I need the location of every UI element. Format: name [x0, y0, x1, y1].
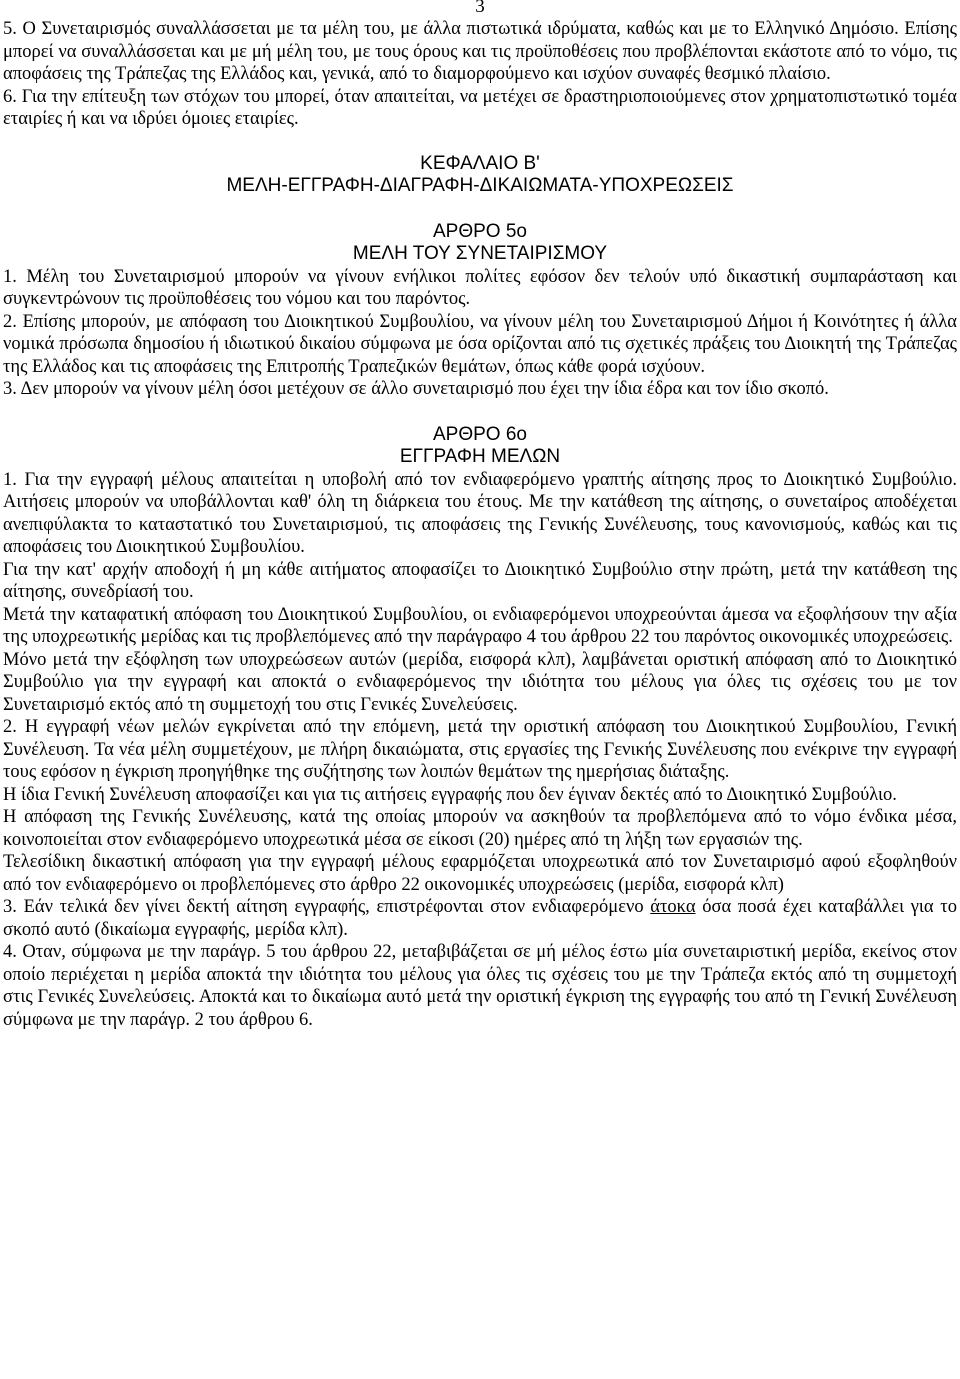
- article-6-subtitle: ΕΓΓΡΑΦΗ ΜΕΛΩΝ: [399, 446, 561, 467]
- article-6-paragraph-1b: Για την κατ' αρχήν αποδοχή ή μη κάθε αιτήματος αποφασίζει το Διοικητικό Συμβούλιο στην πρώτη, μετά την κατάθεση της αίτησης, συνεδρίασή του.: [3, 559, 957, 602]
- article-6-paragraph-1d: Μόνο μετά την εξόφληση των υποχρεώσεων αυτών (μερίδα, εισφορά κλπ), λαμβάνεται οριστική απόφαση από το Διοικητικό Συμβούλιο για την εγγραφή και αποκτά ο ενδιαφερόμενος την ιδιότητα του μέλους για όλες τις σχέσεις του με τον Συνεταιρισμό εκτός από τη συμμετοχή του στις Γενικές Συνελεύσεις.: [3, 649, 957, 715]
- article-6-paragraph-1c: Μετά την καταφατική απόφαση του Διοικητικού Συμβουλίου, οι ενδιαφερόμενοι υποχρεούνται άμεσα να εξοφλήσουν την αξία της υποχρεωτικής μερίδας και τις προβλεπόμενες από την παράγραφο 4 του άρθρου 22 του παρόντος οικονομικές υποχρεώσεις.: [3, 604, 957, 647]
- paragraph-3-text-end: όσα ποσά έχει καταβάλλει για το σκοπό αυτό (δικαίωμα εγγραφής, μερίδα κλπ).: [3, 897, 957, 940]
- paragraph-intro-5: 5. Ο Συνεταιρισμός συναλλάσσεται με τα μέλη του, με άλλα πιστωτικά ιδρύματα, καθώς και με το Ελληνικό Δημόσιο. Επίσης μπορεί να συναλλάσσεται και με μή μέλη του, με τους όρους και τις προϋποθέσεις που προβλέπονται εκάστοτε από το νόμο, τις αποφάσεις της Τράπεζας της Ελλάδος και, γενικά, από το διαμορφούμενο και ισχύον συναφές θεσμικό πλαίσιο.: [3, 19, 957, 84]
- article-6-paragraph-2c: Η απόφαση της Γενικής Συνέλευσης, κατά της οποίας μπορούν να ασκηθούν τα προβλεπόμενα από το νόμο ένδικα μέσα, κοινοποιείται στον ενδιαφερόμενο υποχρεωτικά μέσα σε είκοσι (20) ημέρες από τη λήξη των εργασιών της.: [3, 807, 957, 850]
- article-5-subtitle: ΜΕΛΗ ΤΟΥ ΣΥΝΕΤΑΙΡΙΣΜΟΥ: [352, 243, 608, 264]
- spacer: [3, 198, 957, 221]
- chapter-title: ΚΕΦΑΛΑΙΟ Β': [420, 152, 540, 174]
- article-6-title: ΑΡΘΡΟ 6ο: [433, 423, 527, 445]
- article-6-paragraph-1: 1. Για την εγγραφή μέλους απαιτείται η υποβολή από τον ενδιαφερόμενο γραπτής αίτησης προς το Διοικητικό Συμβούλιο. Αιτήσεις μπορούν να υποβάλλονται καθ' όλη τη διάρκεια του έτους. Με την κατάθεση της αίτησης, ο συνεταίρος αποδέχεται ανεπιφύλακτα το καταστατικό του Συνεταιρισμού, τις αποφάσεις της Γενικής Συνέλευσης, τους κανονισμούς, καθώς και τις αποφάσεις του Διοικητικού Συμβουλίου.: [3, 469, 957, 557]
- spacer: [3, 401, 957, 424]
- article-6-paragraph-2d: Τελεσίδικη δικαστική απόφαση για την εγγραφή μέλους εφαρμόζεται υποχρεωτικά από τον Συνεταιρισμό αφού εξοφληθούν από τον ενδιαφερόμενο οι προβλεπόμενες στο άρθρο 22 οικονομικές υποχρεώσεις (μερίδα, εισφορά κλπ): [3, 852, 957, 895]
- article-5-title: ΑΡΘΡΟ 5ο: [433, 220, 527, 242]
- article-6-paragraph-4: 4. Οταν, σύμφωνα με την παράγρ. 5 του άρθρου 22, μεταβιβάζεται σε μή μέλος έστω μία συνεταιριστική μερίδα, εκείνος στον οποίο περιέχεται η μερίδα αποκτά την ιδιότητα του μέλους για όλες τις σχέσεις του με την Τράπεζα εκτός από τη συμμετοχή στις Γενικές Συνελεύσεις. Αποκτά και το δικαίωμα αυτό μετά την οριστική έγκριση της εγγραφής του από τη Γενική Συνέλευση σύμφωνα με την παράγρ. 2 του άρθρου 6.: [3, 942, 957, 1030]
- article-6-paragraph-3: [3, 896, 957, 941]
- document-body: [3, 18, 957, 1031]
- underlined-word: άτοκα: [650, 897, 696, 917]
- article-5-paragraph-2: 2. Επίσης μπορούν, με απόφαση του Διοικητικού Συμβουλίου, να γίνουν μέλη του Συνεταιρισμού Δήμοι ή Κοινότητες ή άλλα νομικά πρόσωπα δημοσίου ή ιδιωτικού δικαίου σύμφωνα με όσα ορίζονται από τις σχετικές πράξεις του Διοικητή της Τράπεζας της Ελλάδος και τις αποφάσεις της Επιτροπής Τραπεζικών θεμάτων, όπως κάθε φορά ισχύουν.: [3, 311, 957, 377]
- page-number: 3: [475, 0, 485, 17]
- spacer: [3, 131, 957, 153]
- article-6-paragraph-2b: Η ίδια Γενική Συνέλευση αποφασίζει και για τις αιτήσεις εγγραφής που δεν έγιναν δεκτές από το Διοικητικό Συμβούλιο.: [3, 784, 897, 805]
- paragraph-intro-6: 6. Για την επίτευξη των στόχων του μπορεί, όταν απαιτείται, να μετέχει σε δραστηριοποιούμενες στον χρηματοπιστωτικό τομέα εταιρίες ή και να ιδρύει όμοιες εταιρίες.: [3, 86, 957, 129]
- article-6-paragraph-2: 2. Η εγγραφή νέων μελών εγκρίνεται από την επόμενη, μετά την οριστική απόφαση του Διοικητικού Συμβουλίου, Γενική Συνέλευση. Τα νέα μέλη συμμετέχουν, με πλήρη δικαιώματα, στις εργασίες της Γενικής Συνέλευσης που ενέκρινε την εγγραφή τους εφόσον η έγκριση προηγήθηκε της συζήτησης των λοιπών θεμάτων της ημερήσιας διάταξης.: [3, 717, 957, 782]
- paragraph-3-text-start: 3. Εάν τελικά δεν γίνει δεκτή αίτηση εγγραφής, επιστρέφονται στον ενδιαφερόμενο: [3, 897, 651, 917]
- article-5-paragraph-1: 1. Μέλη του Συνεταιρισμού μπορούν να γίνουν ενήλικοι πολίτες εφόσον δεν τελούν υπό δικαστική συμπαράσταση και συγκεντρώνουν τις προϋποθέσεις του νόμου και του παρόντος.: [3, 266, 957, 309]
- chapter-subtitle: ΜΕΛΗ-ΕΓΓΡΑΦΗ-ΔΙΑΓΡΑΦΗ-ΔΙΚΑΙΩΜΑΤΑ-ΥΠΟΧΡΕΩΣΕΙΣ: [226, 175, 734, 196]
- article-5-paragraph-3: 3. Δεν μπορούν να γίνουν μέλη όσοι μετέχουν σε άλλο συνεταιρισμό που έχει την ίδια έδρα και τον ίδιο σκοπό.: [3, 379, 829, 399]
